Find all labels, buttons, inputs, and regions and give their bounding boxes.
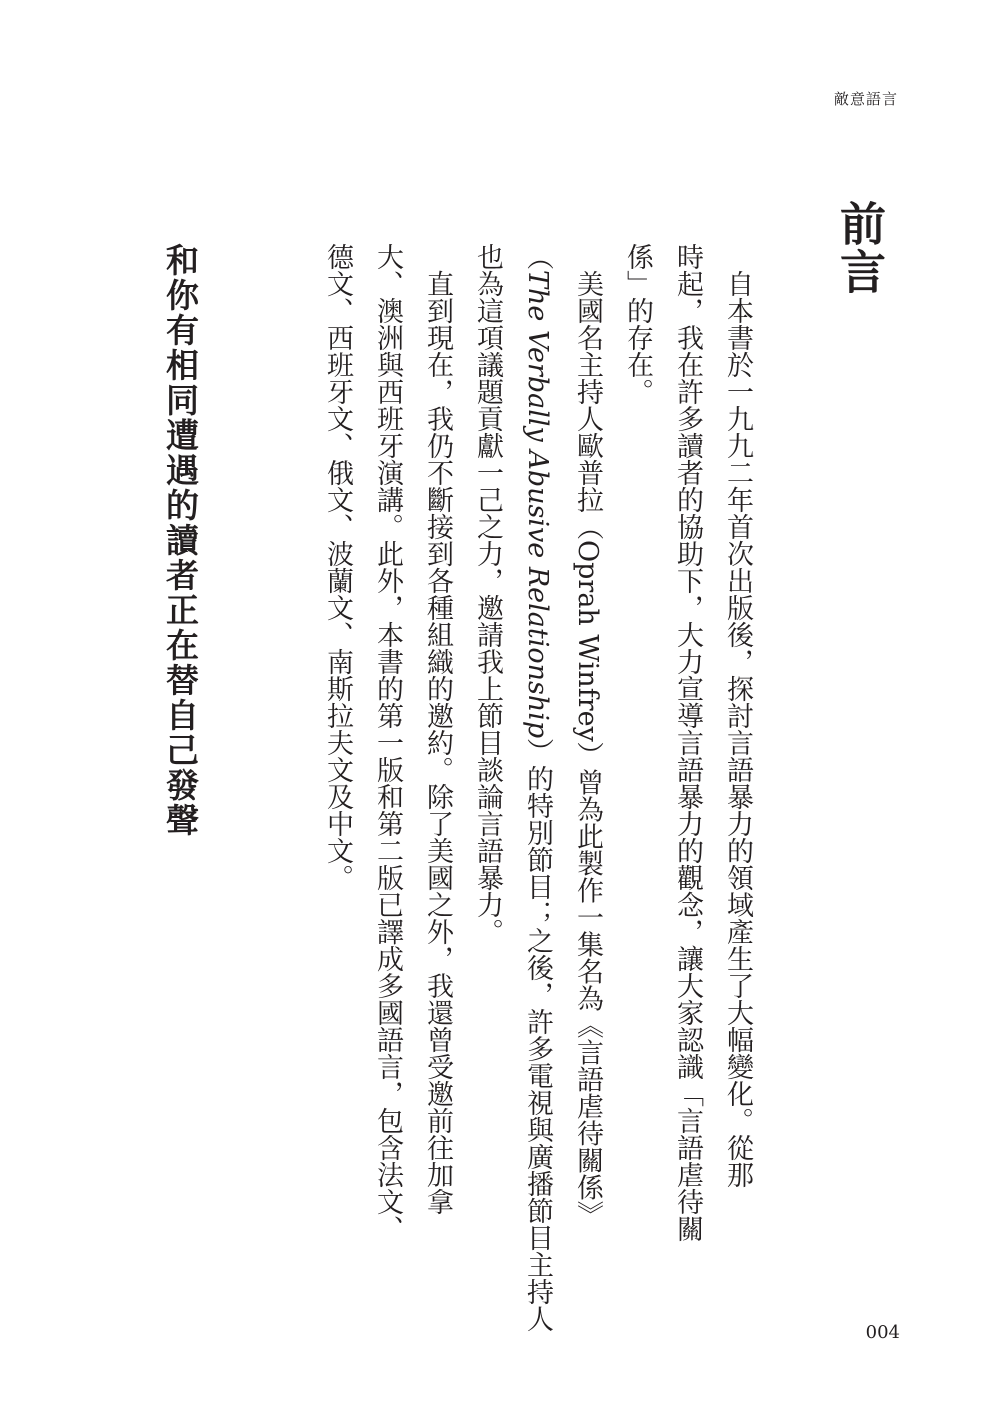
paragraph-3-line: 德文、西班牙文、俄文、波蘭文、南斯拉夫文及中文。 <box>322 243 353 891</box>
page-number: 004 <box>865 1322 900 1343</box>
paragraph-3-line: 大、澳洲與西班牙演講。此外，本書的第一版和第二版已譯成多國語言，包含法文、 <box>372 243 403 1242</box>
paragraph-3-line: 直到現在，我仍不斷接到各種組織的邀約。除了美國之外，我還曾受邀前往加拿 <box>422 270 453 1215</box>
chapter-title: 前言 <box>833 200 887 296</box>
paren-open: （ <box>522 243 553 270</box>
paragraph-1-line: 時起，我在許多讀者的協助下，大力宣導言語暴力的觀念，讓大家認識「言語虐待關 <box>672 243 703 1242</box>
running-header: 敵意語言 <box>833 90 898 108</box>
paragraph-2-line <box>512 243 562 1333</box>
section-heading: 和你有相同遭遇的讀者正在替自己發聲 <box>161 243 200 838</box>
paragraph-2-line: 也為這項議題貢獻一己之力，邀請我上節目談論言語暴力。 <box>472 243 503 945</box>
book-title-italic: The Verbally Abusive Relationship <box>522 270 553 739</box>
body-text <box>306 243 762 1333</box>
paragraph-1-line: 係」的存在。 <box>622 243 653 405</box>
paragraph-1-line: 自本書於一九九二年首次出版後，探討言語暴力的領域產生了大幅變化。從那 <box>722 270 753 1188</box>
line-rest: ）的特別節目；之後，許多電視與廣播節目主持人 <box>522 738 553 1333</box>
paragraph-2-line: 美國名主持人歐普拉（Oprah Winfrey）曾為此製作一集名為《言語虐待關係》 <box>572 270 603 1228</box>
